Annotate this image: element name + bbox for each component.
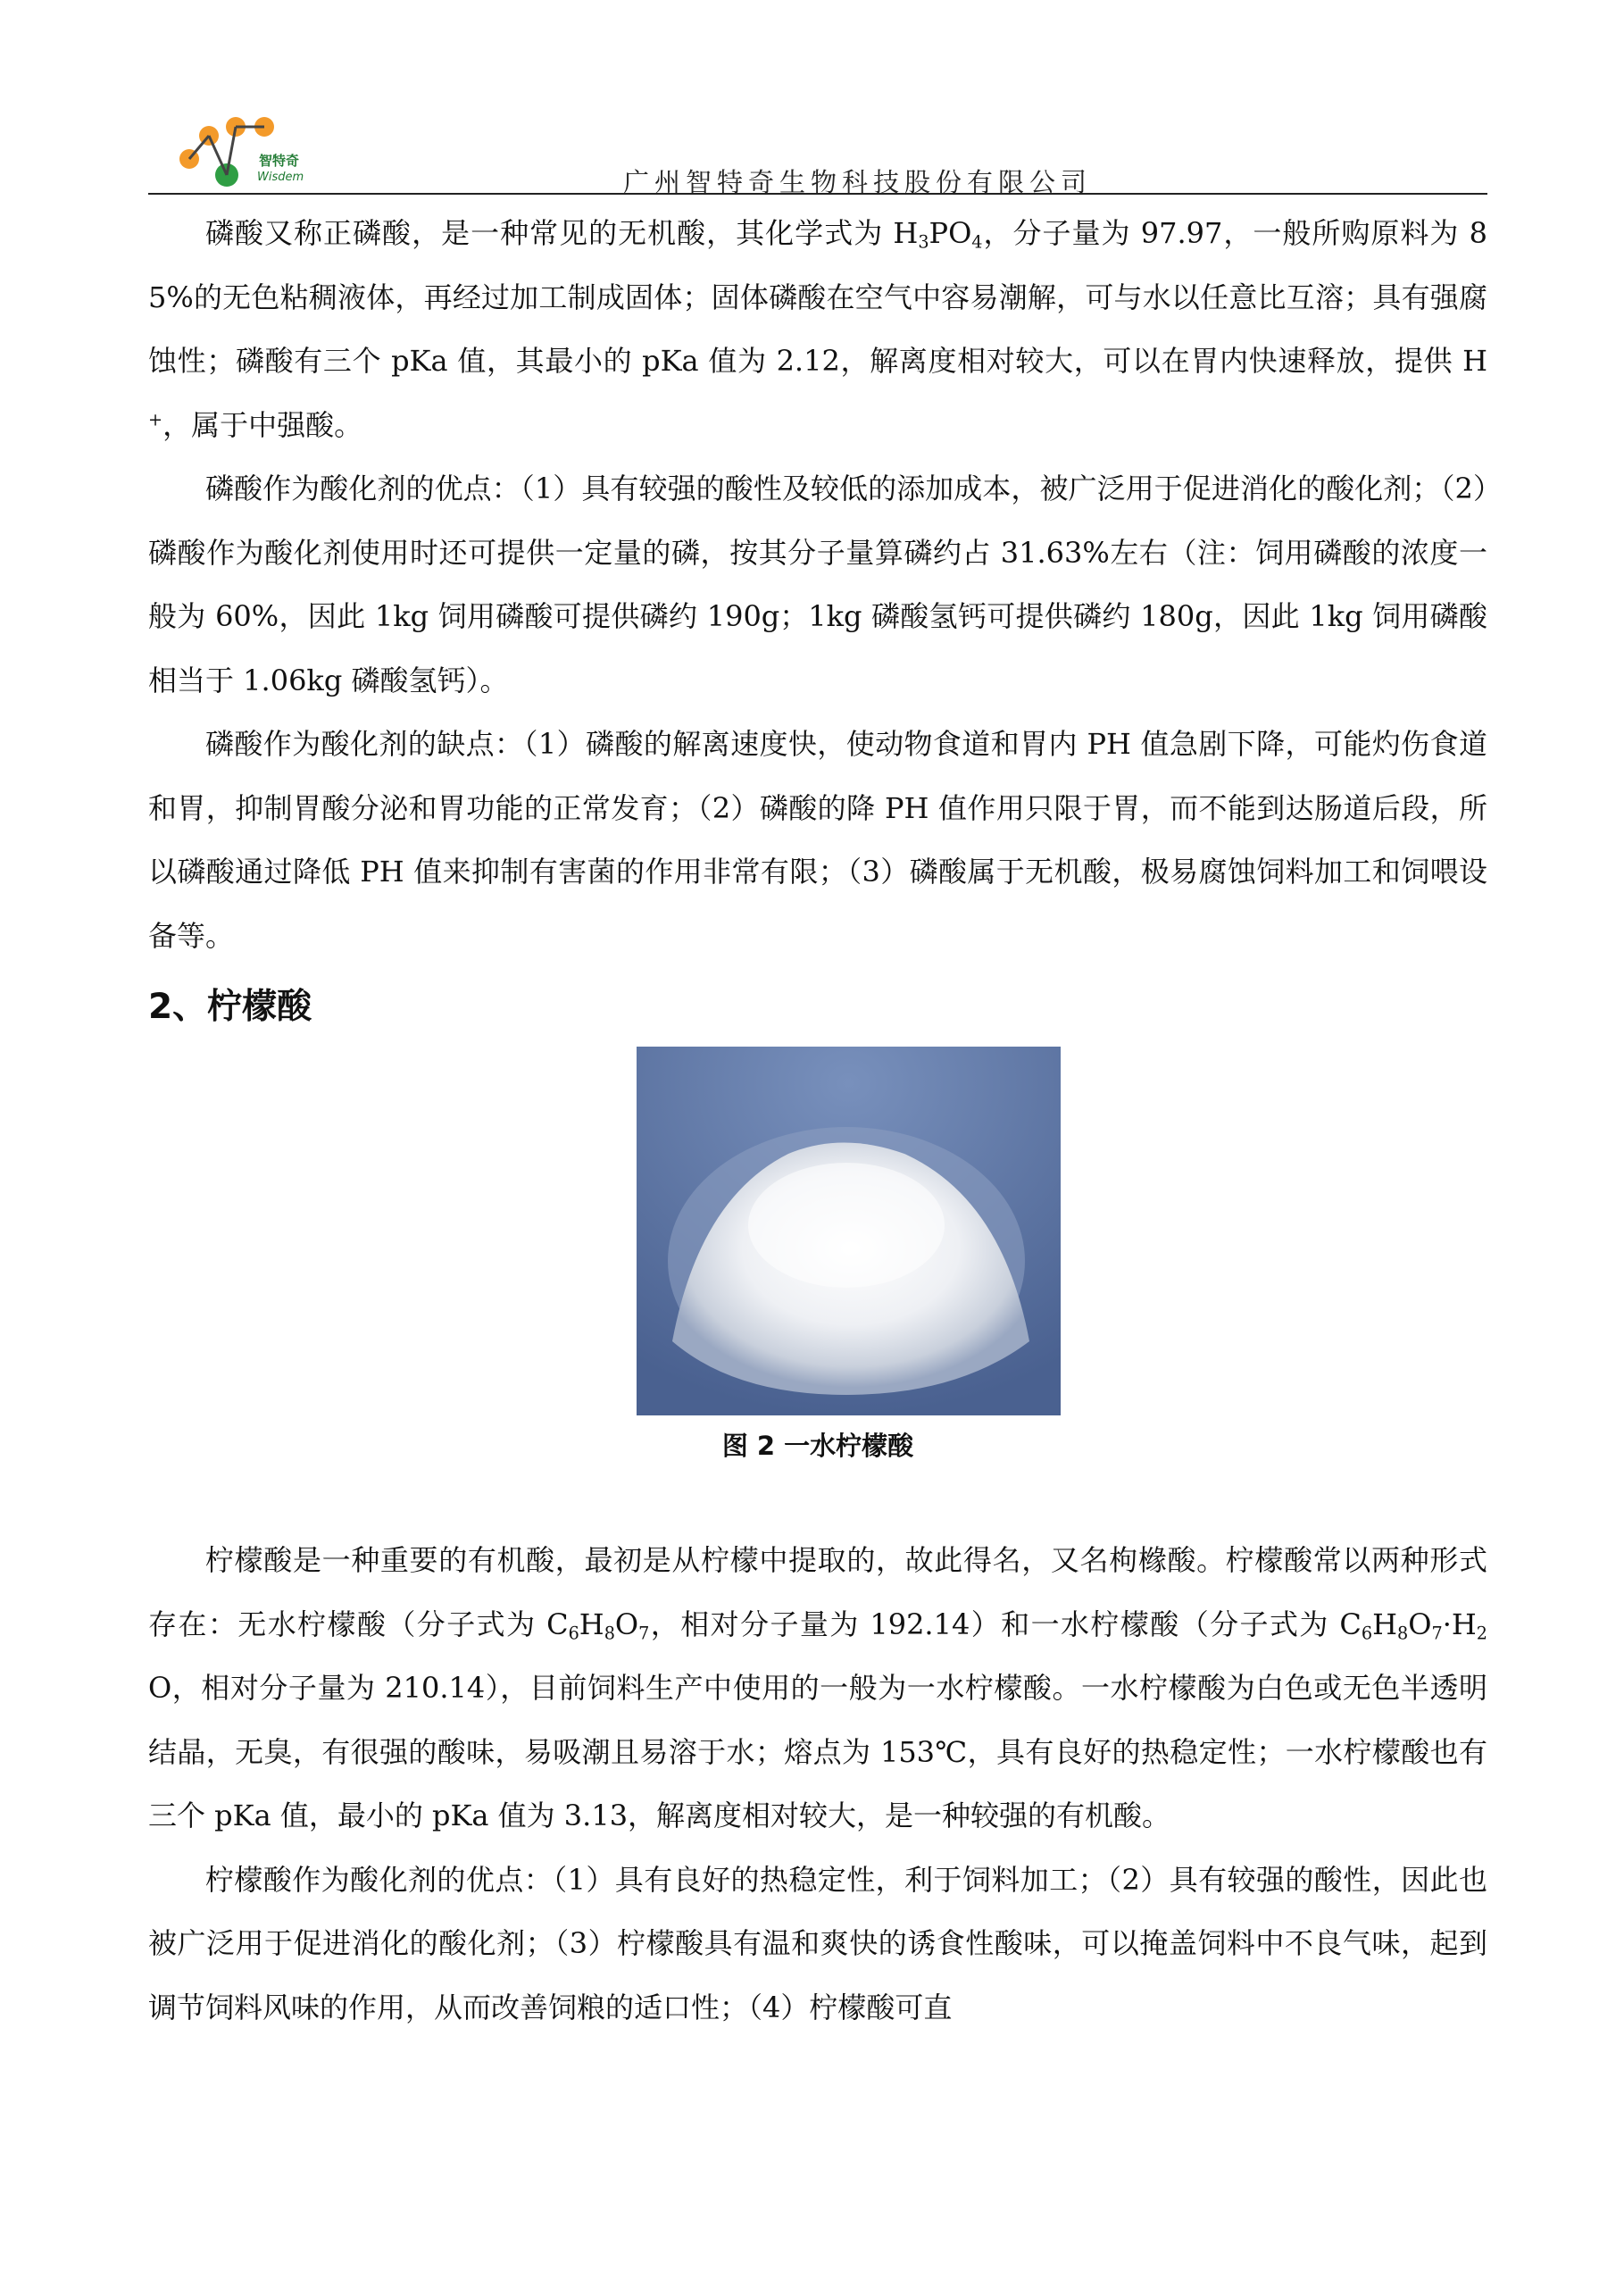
paragraph-citric-acid-advantages: 柠檬酸作为酸化剂的优点：（1）具有良好的热稳定性，利于饲料加工；（2）具有较强的酸性，因此也被广泛用于促进消化的酸化剂；（3）柠檬酸具有温和爽快的诱食性酸味，可以掩盖饲料中不良气味，起到调节饲料风味的作用，从而改善饲粮的适口性；（4）柠檬酸可直 xyxy=(148,1862,1487,2024)
company-name: 广州智特奇生物科技股份有限公司 xyxy=(623,167,1093,197)
paragraph-citric-acid-intro: 柠檬酸是一种重要的有机酸，最初是从柠檬中提取的，故此得名，又名枸橼酸。柠檬酸常以两种形式存在：无水柠檬酸（分子式为 $C_6H_8O_7$，相对分子量为 192.14）和一水柠檬酸（分子式为 $C_6H_8O_7\cdot H_2O$，相对分子量为 210.14），目前饲料生产中使用的一般为一水柠檬酸。一水柠檬酸为白色或无色半透明结晶，无臭，有很强的酸味，易吸潮且易溶于水；熔点为 153℃，具有良好的热稳定性；一水柠檬酸也有三个 pKa 值，最小的 pKa 值为 3.13，解离度相对较大，是一种较强的有机酸。 xyxy=(148,1543,1487,1832)
document-body xyxy=(148,202,1487,2040)
logo-text-cn: 智特奇 xyxy=(259,153,300,169)
paragraph-phosphoric-acid-intro: 磷酸又称正磷酸，是一种常见的无机酸，其化学式为 $H_3PO_4$，分子量为 97.97，一般所购原料为 85%的无色粘稠液体，再经过加工制成固体；固体磷酸在空气中容易潮解，可与水以任意比互溶；具有强腐蚀性；磷酸有三个 pKa 值，其最小的 pKa 值为 2.12，解离度相对较大，可以在胃内快速释放，提供 H+，属于中强酸。 xyxy=(148,216,1487,442)
paragraph-phosphoric-acid-advantages: 磷酸作为酸化剂的优点：（1）具有较强的酸性及较低的添加成本，被广泛用于促进消化的酸化剂；（2）磷酸作为酸化剂使用时还可提供一定量的磷，按其分子量算磷约占 31.63%左右（注：饲用磷酸的浓度一般为 60%，因此 1kg 饲用磷酸可提供磷约 190g；1kg 磷酸氢钙可提供磷约 180g，因此 1kg 饲用磷酸相当于 1.06kg 磷酸氢钙）。 xyxy=(148,472,1487,697)
header-rule xyxy=(148,193,1487,195)
figure-caption: 图 2 一水柠檬酸 xyxy=(721,1431,914,1461)
figure-citric-acid xyxy=(148,1047,1487,1529)
paragraph-phosphoric-acid-disadvantages: 磷酸作为酸化剂的缺点：（1）磷酸的解离速度快，使动物食道和胃内 PH 值急剧下降，可能灼伤食道和胃，抑制胃酸分泌和胃功能的正常发育；（2）磷酸的降 PH 值作用只限于胃，而不能到达肠道后段，所以磷酸通过降低 PH 值来抑制有害菌的作用非常有限；（3）磷酸属于无机酸，极易腐蚀饲料加工和饲喂设备等。 xyxy=(148,727,1487,953)
logo-text-en: Wisdem xyxy=(257,171,304,184)
company-logo xyxy=(179,116,335,189)
citric-acid-photo xyxy=(637,1047,1061,1415)
section-heading-citric-acid: 2、柠檬酸 xyxy=(148,987,312,1027)
